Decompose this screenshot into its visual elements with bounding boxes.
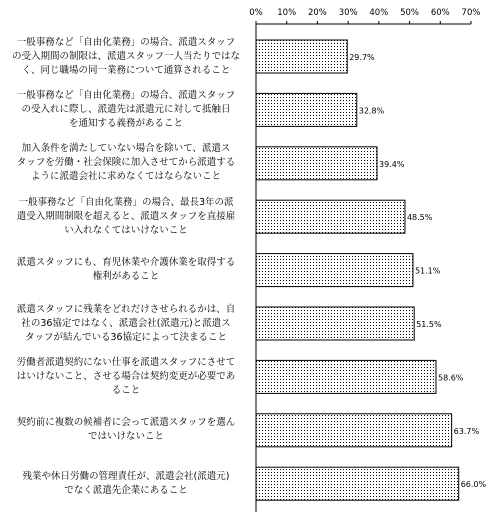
category-label: 派遣スタッフに残業をどれだけさせられるかは、自 社の36協定ではなく、派遣会社(派遣元)と派遣ス タッフが結んでいる36協定によって決まること — [16, 303, 236, 343]
x-tick-label: 50% — [400, 8, 420, 18]
bar-value-label: 32.8% — [358, 106, 385, 116]
category-label: 一般事務など「自由化業務」の場合、派遣スタッフ の受入れに際し、派遣先は派遣元に対して抵触日 を通知する義務があること — [16, 89, 236, 129]
bar — [256, 40, 347, 73]
bar-value-label: 63.7% — [453, 426, 480, 436]
category-label: 一般事務など「自由化業務」の場合、派遣スタッフ の受入期間の制限は、派遣スタッフ一人当たりではな く、同じ職場の同一業務について通算されること — [11, 36, 240, 76]
x-tick-label: 10% — [277, 8, 297, 18]
bar — [256, 467, 459, 500]
category-label: 派遣スタッフにも、育児休業や介護休業を取得する 権利があること — [16, 257, 236, 283]
category-label: 加入条件を満たしていない場合を除いて、派遣ス タッフを労働・社会保険に加入させてから派遣する ように派遣会社に求めなくてはならないこと — [16, 143, 236, 183]
bar — [256, 200, 405, 233]
x-tick-label: 60% — [430, 8, 450, 18]
category-label: 労働者派遣契約にない仕事を派遣スタッフにさせて はいけないこと、させる場合は契約変更が必要であ ること — [16, 356, 236, 396]
bar-value-label: 29.7% — [349, 53, 375, 62]
bar — [256, 307, 414, 340]
bar-value-label: 51.5% — [416, 320, 442, 329]
category-label: 契約前に複数の候補者に会って派遣スタッフを選ん ではいけないこと — [16, 417, 236, 443]
bar — [256, 93, 357, 126]
bar — [256, 360, 436, 393]
bar — [256, 254, 413, 287]
x-tick-label: 70% — [461, 8, 481, 18]
bar-value-label: 48.5% — [406, 213, 433, 223]
category-label: 残業や休日労働の管理責任が、派遣会社(派遣元) でなく派遣先企業にあること — [22, 470, 230, 496]
category-label: 一般事務など「自由化業務」の場合、最長3年の派 遣受入期間制限を超えると、派遣スタッフを直接雇 い入れなくてはいけないこと — [16, 196, 236, 236]
x-tick-label: 20% — [307, 8, 327, 18]
bar — [256, 147, 377, 180]
bar-value-label: 66.0% — [460, 480, 487, 490]
bar-value-label: 58.6% — [437, 373, 464, 383]
x-tick-label: 30% — [338, 8, 358, 18]
bar — [256, 414, 452, 447]
x-tick-label: 0% — [249, 8, 263, 18]
bar-series — [256, 40, 487, 500]
x-tick-label: 40% — [369, 8, 389, 18]
bar-value-label: 51.1% — [414, 266, 441, 276]
bar-value-label: 39.4% — [379, 159, 405, 169]
